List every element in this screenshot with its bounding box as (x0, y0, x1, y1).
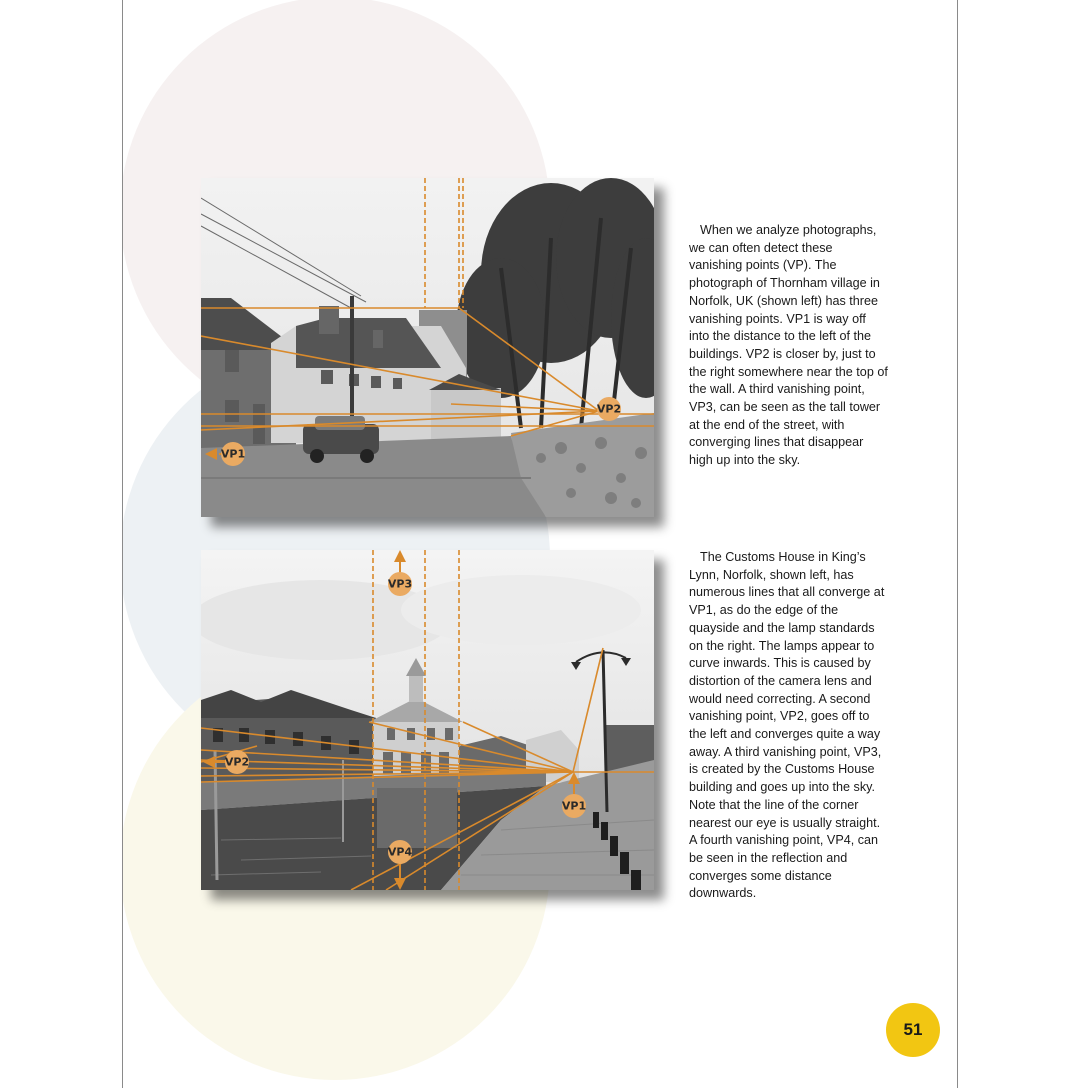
book-page (122, 0, 958, 1088)
page-number-badge: 51 (886, 1003, 940, 1057)
vp1-label-photo1: VP1 (220, 447, 246, 461)
vp4-label-photo2: VP4 (387, 845, 413, 859)
vp3-label-photo2: VP3 (387, 577, 413, 591)
vp2-label-photo2: VP2 (224, 755, 250, 769)
vp1-label-photo2: VP1 (561, 799, 587, 813)
body-paragraph-thornham: When we analyze photographs, we can often detect these vanishing points (VP). The photograph of Thornham village in Norfolk, UK (shown left) has three vanishing points. VP1 is way off into the distance to the left of the buildings. VP2 is closer by, just to the right somewhere near the top of the wall. A third vanishing point, VP3, can be seen as the tall tower at the end of the street, with converging lines that disappear high up into the sky. (689, 223, 888, 468)
body-paragraph-customs-house: The Customs House in King’s Lynn, Norfolk, shown left, has numerous lines that all converge at VP1, as do the edge of the quayside and the lamp standards on the right. The lamps appear to curve inwards. This is caused by distortion of the camera lens and would need correcting. A second vanishing point, VP2, goes off to the left and converges quite a way away. A third vanishing point, VP3, is created by the Customs House building and goes up into the sky. Note that the line of the corner nearest our eye is usually straight. A fourth vanishing point, VP4, can be seen in the reflection and converges some distance downwards. (689, 550, 885, 901)
vp2-marker-photo1 (597, 397, 621, 421)
vp2-label-photo1: VP2 (596, 402, 622, 416)
photo-thornham-village (201, 178, 654, 517)
photo-customs-house (201, 550, 654, 890)
